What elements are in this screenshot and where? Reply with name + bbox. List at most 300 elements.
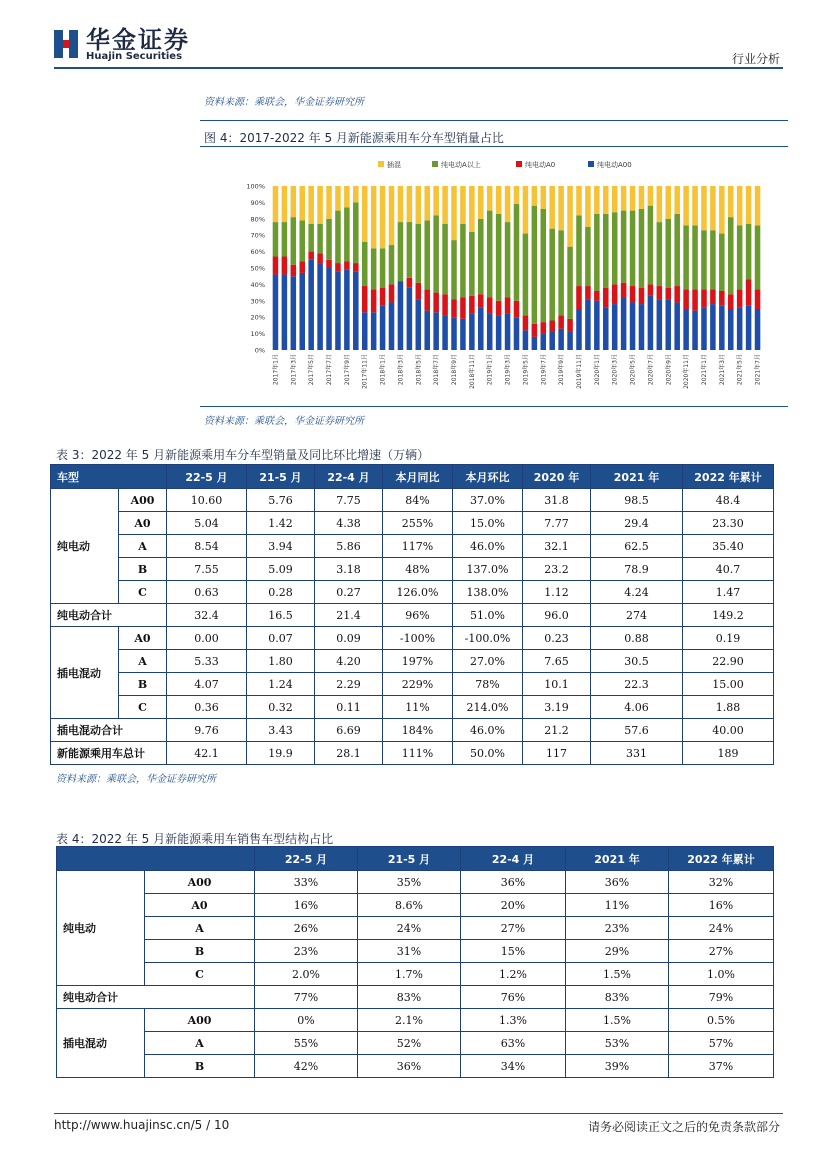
bar-segment xyxy=(737,307,743,350)
bar-segment xyxy=(487,186,493,211)
bar-segment xyxy=(371,186,377,248)
bar-segment xyxy=(630,302,636,350)
table-cell: 5.09 xyxy=(247,558,315,581)
table-cell: 98.5 xyxy=(591,489,683,512)
bar-segment xyxy=(683,186,689,225)
bar-segment xyxy=(549,186,555,229)
company-logo-icon xyxy=(54,30,78,58)
bar-segment xyxy=(416,283,422,299)
x-tick-label: 2018年11月 xyxy=(468,354,476,389)
bar-segment xyxy=(701,289,707,307)
column-header: 本月同比 xyxy=(383,465,453,489)
bar-segment xyxy=(460,186,466,224)
bar-segment xyxy=(478,186,484,219)
table-cell: 15% xyxy=(461,940,566,963)
bar-segment xyxy=(701,230,707,289)
table-cell: 35% xyxy=(358,871,461,894)
bar-segment xyxy=(273,257,279,275)
bar-segment xyxy=(755,225,761,289)
table-cell: 30.5 xyxy=(591,650,683,673)
table-cell: 57% xyxy=(669,1032,774,1055)
table-cell: 19.9 xyxy=(247,742,315,765)
row-group-label: 插电混动合计 xyxy=(51,719,167,742)
table-cell: 229% xyxy=(383,673,453,696)
table-cell: 57.6 xyxy=(591,719,683,742)
logo-name-cn: 华金证券 xyxy=(86,26,190,54)
row-subtype: A0 xyxy=(119,512,167,535)
row-subtype: A0 xyxy=(145,894,255,917)
bar-segment xyxy=(523,234,529,316)
bar-segment xyxy=(344,261,350,269)
sales-table xyxy=(50,464,774,765)
table-cell: 214.0% xyxy=(453,696,523,719)
table-cell: 1.5% xyxy=(566,963,669,986)
table-cell: 0.07 xyxy=(247,627,315,650)
table-cell: 1.2% xyxy=(461,963,566,986)
table-cell: 76% xyxy=(461,986,566,1009)
bar-segment xyxy=(746,279,752,305)
bar-segment xyxy=(692,311,698,350)
bar-segment xyxy=(380,288,386,306)
bar-segment xyxy=(576,216,582,287)
table-cell: 40.7 xyxy=(683,558,774,581)
x-tick-label: 2018年7月 xyxy=(433,354,441,386)
bar-segment xyxy=(308,186,314,224)
row-subtype: B xyxy=(145,940,255,963)
row-group-label: 插电混动 xyxy=(57,1009,145,1078)
bar-segment xyxy=(282,275,288,350)
total-row xyxy=(51,604,774,627)
bar-segment xyxy=(487,211,493,298)
table-cell: 16% xyxy=(669,894,774,917)
row-subtype: A00 xyxy=(145,1009,255,1032)
table-cell: 1.12 xyxy=(523,581,591,604)
bar-segment xyxy=(380,186,386,248)
table-cell: 1.0% xyxy=(669,963,774,986)
legend-label: 插混 xyxy=(387,161,401,169)
table-cell: 11% xyxy=(383,696,453,719)
chart-bars xyxy=(273,186,761,350)
x-tick-label: 2020年7月 xyxy=(647,354,655,386)
table-cell: 22.3 xyxy=(591,673,683,696)
bar-segment xyxy=(496,316,502,350)
row-subtype: A xyxy=(119,650,167,673)
table-cell: 1.3% xyxy=(461,1009,566,1032)
bar-segment xyxy=(335,263,341,271)
bar-segment xyxy=(728,186,734,217)
bar-segment xyxy=(674,302,680,350)
bar-segment xyxy=(585,299,591,350)
bar-segment xyxy=(326,260,332,268)
bar-segment xyxy=(326,219,332,260)
bar-segment xyxy=(621,298,627,350)
bar-segment xyxy=(299,261,305,272)
bar-segment xyxy=(719,234,725,291)
figure-title: 图 4：2017-2022 年 5 月新能源乘用车分车型销量占比 xyxy=(204,131,504,145)
column-header-empty xyxy=(57,847,255,871)
x-tick-label: 2018年5月 xyxy=(415,354,423,386)
bar-segment xyxy=(594,186,600,214)
table-cell: 22.90 xyxy=(683,650,774,673)
bar-segment xyxy=(594,291,600,301)
bar-segment xyxy=(317,263,323,350)
table-cell: 2.1% xyxy=(358,1009,461,1032)
bar-segment xyxy=(299,186,305,220)
table-cell: 46.0% xyxy=(453,719,523,742)
footer-disclaimer: 请务必阅读正文之后的免责条款部分 xyxy=(587,1120,780,1134)
bar-segment xyxy=(585,227,591,286)
table-cell: 83% xyxy=(358,986,461,1009)
bar-segment xyxy=(317,186,323,224)
bar-segment xyxy=(585,286,591,299)
table-cell: 1.7% xyxy=(358,963,461,986)
bar-segment xyxy=(532,337,538,350)
bar-segment xyxy=(282,222,288,256)
bar-segment xyxy=(308,224,314,252)
bar-segment xyxy=(683,225,689,289)
bar-segment xyxy=(603,288,609,308)
bar-segment xyxy=(496,214,502,301)
bar-segment xyxy=(666,219,672,288)
table-cell: 0.63 xyxy=(167,581,247,604)
bar-segment xyxy=(755,309,761,350)
table-cell: 23% xyxy=(255,940,358,963)
logo-name-en: Huajin Securities xyxy=(86,51,183,62)
bar-segment xyxy=(442,224,448,295)
table-cell: 7.75 xyxy=(315,489,383,512)
bar-segment xyxy=(442,294,448,315)
legend-swatch xyxy=(378,161,384,167)
table4-title: 表 4：2022 年 5 月新能源乘用车销售车型结构占比 xyxy=(56,832,334,846)
total-row xyxy=(51,719,774,742)
table-cell: 11% xyxy=(566,894,669,917)
table-row xyxy=(57,963,774,986)
bar-segment xyxy=(407,278,413,288)
row-subtype: A xyxy=(145,1032,255,1055)
table-cell: 48.4 xyxy=(683,489,774,512)
y-tick-label: 20% xyxy=(250,313,265,322)
table-cell: 10.60 xyxy=(167,489,247,512)
table-row xyxy=(57,1032,774,1055)
bar-segment xyxy=(621,211,627,283)
table-cell: 35.40 xyxy=(683,535,774,558)
bar-segment xyxy=(514,317,520,350)
table-cell: 0.32 xyxy=(247,696,315,719)
row-subtype: A00 xyxy=(119,489,167,512)
bar-segment xyxy=(541,186,547,209)
bar-segment xyxy=(407,186,413,222)
table-cell: 5.04 xyxy=(167,512,247,535)
table-cell: 52% xyxy=(358,1032,461,1055)
table-cell: 83% xyxy=(566,986,669,1009)
bar-segment xyxy=(505,298,511,314)
bar-segment xyxy=(389,302,395,350)
table-cell: 1.88 xyxy=(683,696,774,719)
bar-segment xyxy=(657,299,663,350)
bar-segment xyxy=(273,186,279,222)
row-group-label: 纯电动合计 xyxy=(51,604,167,627)
table-cell: 189 xyxy=(683,742,774,765)
x-tick-label: 2019年3月 xyxy=(504,354,512,386)
x-tick-label: 2019年5月 xyxy=(522,354,530,386)
x-tick-label: 2020年3月 xyxy=(611,354,619,386)
table-cell: 21.4 xyxy=(315,604,383,627)
row-subtype: A xyxy=(119,535,167,558)
table-cell: 24% xyxy=(669,917,774,940)
table-row xyxy=(57,1055,774,1078)
bar-segment xyxy=(603,307,609,350)
x-tick-label: 2017年9月 xyxy=(343,354,351,386)
bar-segment xyxy=(541,334,547,350)
table-cell: 10.1 xyxy=(523,673,591,696)
bar-segment xyxy=(451,299,457,317)
source-note: 资料来源：乘联会，华金证券研究所 xyxy=(204,97,364,108)
table-cell: -100.0% xyxy=(453,627,523,650)
bar-segment xyxy=(541,322,547,333)
bar-segment xyxy=(424,289,430,310)
bar-segment xyxy=(291,265,297,276)
bar-segment xyxy=(567,186,573,247)
bar-segment xyxy=(424,220,430,289)
bar-segment xyxy=(683,289,689,309)
footer-url-link[interactable]: http://www.huajinsc.cn/ xyxy=(54,1118,195,1132)
bar-segment xyxy=(701,186,707,230)
row-subtype: B xyxy=(119,558,167,581)
bar-segment xyxy=(523,330,529,350)
table-cell: 255% xyxy=(383,512,453,535)
bar-segment xyxy=(407,288,413,350)
bar-segment xyxy=(353,271,359,350)
table-cell: 149.2 xyxy=(683,604,774,627)
legend-swatch xyxy=(588,161,594,167)
bar-segment xyxy=(576,309,582,350)
bar-segment xyxy=(487,298,493,314)
x-tick-label: 2018年1月 xyxy=(379,354,387,386)
bar-segment xyxy=(710,230,716,289)
document-type: 行业分析 xyxy=(731,52,780,66)
y-tick-label: 30% xyxy=(250,297,265,306)
column-header: 21-5 月 xyxy=(247,465,315,489)
table-cell: 8.54 xyxy=(167,535,247,558)
bar-segment xyxy=(612,284,618,304)
bar-segment xyxy=(666,186,672,219)
row-subtype: C xyxy=(119,696,167,719)
table-cell: 96% xyxy=(383,604,453,627)
table-cell: 1.47 xyxy=(683,581,774,604)
table-row xyxy=(51,627,774,650)
table-row xyxy=(57,917,774,940)
bar-segment xyxy=(558,329,564,350)
bar-segment xyxy=(630,211,636,286)
bar-segment xyxy=(469,186,475,232)
bar-segment xyxy=(362,186,368,242)
table-cell: 27.0% xyxy=(453,650,523,673)
table-row xyxy=(51,489,774,512)
figure-divider xyxy=(200,406,788,407)
figure-divider xyxy=(200,146,788,147)
x-tick-label: 2021年7月 xyxy=(754,354,762,386)
row-group-label: 新能源乘用车总计 xyxy=(51,742,167,765)
bar-segment xyxy=(523,186,529,234)
table-cell: 4.06 xyxy=(591,696,683,719)
bar-segment xyxy=(389,186,395,245)
table-cell: 7.77 xyxy=(523,512,591,535)
column-header: 22-5 月 xyxy=(255,847,358,871)
x-tick-label: 2017年1月 xyxy=(272,354,280,386)
bar-segment xyxy=(273,275,279,350)
column-header: 22-4 月 xyxy=(461,847,566,871)
table-cell: 27% xyxy=(461,917,566,940)
table-cell: 5.76 xyxy=(247,489,315,512)
table-cell: 6.69 xyxy=(315,719,383,742)
bar-segment xyxy=(701,307,707,350)
table-cell: 1.80 xyxy=(247,650,315,673)
table-cell: 84% xyxy=(383,489,453,512)
table3-title: 表 3：2022 年 5 月新能源乘用车分车型销量及同比环比增速（万辆） xyxy=(56,448,430,462)
table-row xyxy=(51,696,774,719)
bar-segment xyxy=(469,232,475,296)
bar-segment xyxy=(362,286,368,312)
table-cell: 0.27 xyxy=(315,581,383,604)
chart-x-axis xyxy=(271,354,761,389)
y-tick-label: 80% xyxy=(250,215,265,224)
legend-swatch xyxy=(432,161,438,167)
x-tick-label: 2020年1月 xyxy=(593,354,601,386)
bar-segment xyxy=(514,186,520,204)
bar-segment xyxy=(424,311,430,350)
table-cell: 78% xyxy=(453,673,523,696)
table-cell: 4.07 xyxy=(167,673,247,696)
x-tick-label: 2021年3月 xyxy=(718,354,726,386)
total-row xyxy=(57,986,774,1009)
bar-segment xyxy=(728,294,734,309)
bar-segment xyxy=(317,253,323,263)
table-cell: 77% xyxy=(255,986,358,1009)
bar-segment xyxy=(692,186,698,225)
bar-segment xyxy=(505,222,511,297)
bar-segment xyxy=(308,260,314,350)
bar-segment xyxy=(335,186,341,211)
x-tick-label: 2017年7月 xyxy=(326,354,334,386)
table-cell: 0.28 xyxy=(247,581,315,604)
bar-segment xyxy=(317,224,323,254)
row-subtype: B xyxy=(119,673,167,696)
table-cell: 51.0% xyxy=(453,604,523,627)
footer-divider xyxy=(54,1113,783,1114)
table-cell: 9.76 xyxy=(167,719,247,742)
bar-segment xyxy=(451,186,457,240)
bar-segment xyxy=(344,207,350,261)
bar-segment xyxy=(362,312,368,350)
bar-segment xyxy=(612,304,618,350)
x-tick-label: 2020年11月 xyxy=(683,353,691,389)
table-cell: 117% xyxy=(383,535,453,558)
table-cell: 2.0% xyxy=(255,963,358,986)
bar-segment xyxy=(674,214,680,286)
column-header: 2022 年累计 xyxy=(669,847,774,871)
bar-segment xyxy=(639,186,645,209)
column-header: 车型 xyxy=(51,465,167,489)
bar-segment xyxy=(594,301,600,350)
bar-segment xyxy=(424,186,430,220)
table-cell: 5.33 xyxy=(167,650,247,673)
table-row xyxy=(57,1009,774,1032)
table-cell: 3.43 xyxy=(247,719,315,742)
chart-legend xyxy=(378,160,632,169)
bar-segment xyxy=(621,186,627,211)
row-subtype: A xyxy=(145,917,255,940)
bar-segment xyxy=(514,204,520,301)
bar-segment xyxy=(648,284,654,295)
x-tick-label: 2018年3月 xyxy=(397,354,405,386)
column-header: 2021 年 xyxy=(591,465,683,489)
bar-segment xyxy=(433,312,439,350)
bar-segment xyxy=(308,252,314,260)
bar-segment xyxy=(639,209,645,288)
table-row xyxy=(51,558,774,581)
table-cell: 16% xyxy=(255,894,358,917)
y-tick-label: 100% xyxy=(246,182,265,191)
x-tick-label: 2019年9月 xyxy=(558,354,566,386)
bar-segment xyxy=(612,212,618,284)
bar-segment xyxy=(746,186,752,224)
bar-segment xyxy=(442,186,448,224)
bar-segment xyxy=(630,186,636,211)
footer-url[interactable] xyxy=(54,1118,229,1132)
table-cell: 32.1 xyxy=(523,535,591,558)
bar-segment xyxy=(567,332,573,350)
table-cell: 40.00 xyxy=(683,719,774,742)
bar-segment xyxy=(683,309,689,350)
bar-segment xyxy=(621,283,627,298)
bar-segment xyxy=(344,186,350,207)
table-cell: 3.94 xyxy=(247,535,315,558)
header-divider xyxy=(54,67,783,69)
bar-segment xyxy=(585,186,591,227)
column-header: 22-4 月 xyxy=(315,465,383,489)
bar-segment xyxy=(380,248,386,287)
x-tick-label: 2020年5月 xyxy=(629,354,637,386)
bar-segment xyxy=(335,271,341,350)
bar-segment xyxy=(469,296,475,314)
bar-segment xyxy=(674,286,680,302)
column-header: 2020 年 xyxy=(523,465,591,489)
bar-segment xyxy=(657,286,663,299)
table-cell: 37% xyxy=(669,1055,774,1078)
bar-segment xyxy=(451,317,457,350)
column-header: 21-5 月 xyxy=(358,847,461,871)
table-cell: 331 xyxy=(591,742,683,765)
bar-segment xyxy=(299,273,305,350)
bar-segment xyxy=(326,268,332,350)
table-cell: 23.2 xyxy=(523,558,591,581)
table-cell: 1.24 xyxy=(247,673,315,696)
table-cell: 29.4 xyxy=(591,512,683,535)
row-subtype: B xyxy=(145,1055,255,1078)
bar-segment xyxy=(576,286,582,309)
table-cell: 0.5% xyxy=(669,1009,774,1032)
bar-segment xyxy=(648,206,654,285)
bar-segment xyxy=(567,247,573,319)
row-subtype: C xyxy=(119,581,167,604)
source-note: 资料来源：乘联会，华金证券研究所 xyxy=(204,416,364,427)
bar-segment xyxy=(710,289,716,304)
bar-segment xyxy=(603,214,609,288)
bar-segment xyxy=(299,220,305,261)
total-row xyxy=(51,742,774,765)
bar-segment xyxy=(737,225,743,289)
table-cell: 0.36 xyxy=(167,696,247,719)
